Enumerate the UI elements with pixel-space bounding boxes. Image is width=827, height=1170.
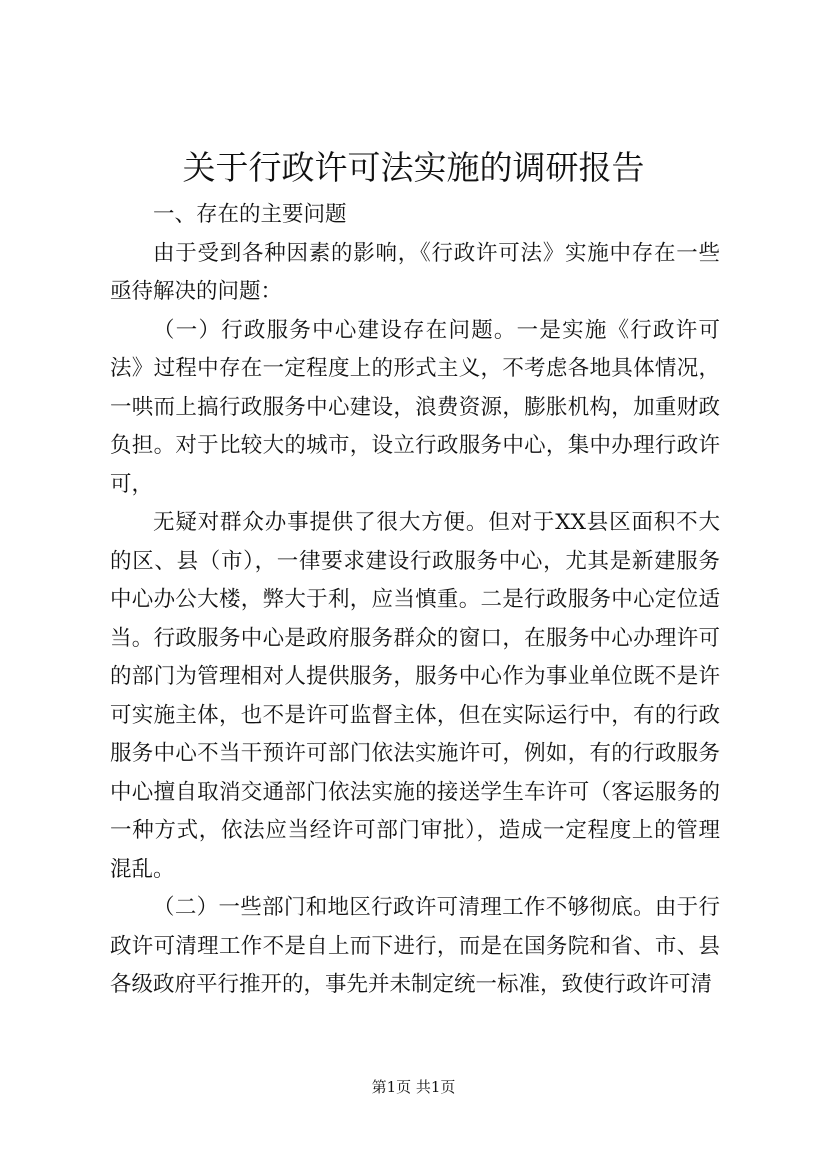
paragraph: 无疑对群众办事提供了很大方便。但对于XX县区面积不大的区、县（市），一律要求建设行政服务中心，尤其是新建服务中心办公大楼，弊大于利，应当慎重。二是行政服务中心定位适当。行政服务中心是政府服务群众的窗口，在服务中心办理许可的部门为管理相对人提供服务，服务中心作为事业单位既不是许可实施主体，也不是许可监督主体，但在实际运行中，有的行政服务中心不当干预许可部门依法实施许可，例如，有的行政服务中心擅自取消交通部门依法实施的接送学生车许可（客运服务的一种方式，依法应当经许可部门审批），造成一定程度上的管理混乱。	[110, 510, 720, 882]
document-body	[110, 196, 720, 1005]
page-footer: 第1页 共1页	[371, 1078, 456, 1096]
paragraph: （一）行政服务中心建设存在问题。一是实施《行政许可法》过程中存在一定程度上的形式主义，不考虑各地具体情况，一哄而上搞行政服务中心建设，浪费资源，膨胀机构，加重财政负担。对于比较大的城市，设立行政服务中心，集中办理行政许可，	[110, 317, 720, 497]
paragraph: 由于受到各种因素的影响，《行政许可法》实施中存在一些亟待解决的问题：	[110, 240, 720, 304]
section-heading: 一、存在的主要问题	[153, 202, 347, 227]
paragraph: （二）一些部门和地区行政许可清理工作不够彻底。由于行政许可清理工作不是自上而下进行，而是在国务院和省、市、县各级政府平行推开的，事先并未制定统一标准，致使行政许可清	[110, 895, 720, 997]
document-title: 关于行政许可法实施的调研报告	[182, 148, 645, 187]
